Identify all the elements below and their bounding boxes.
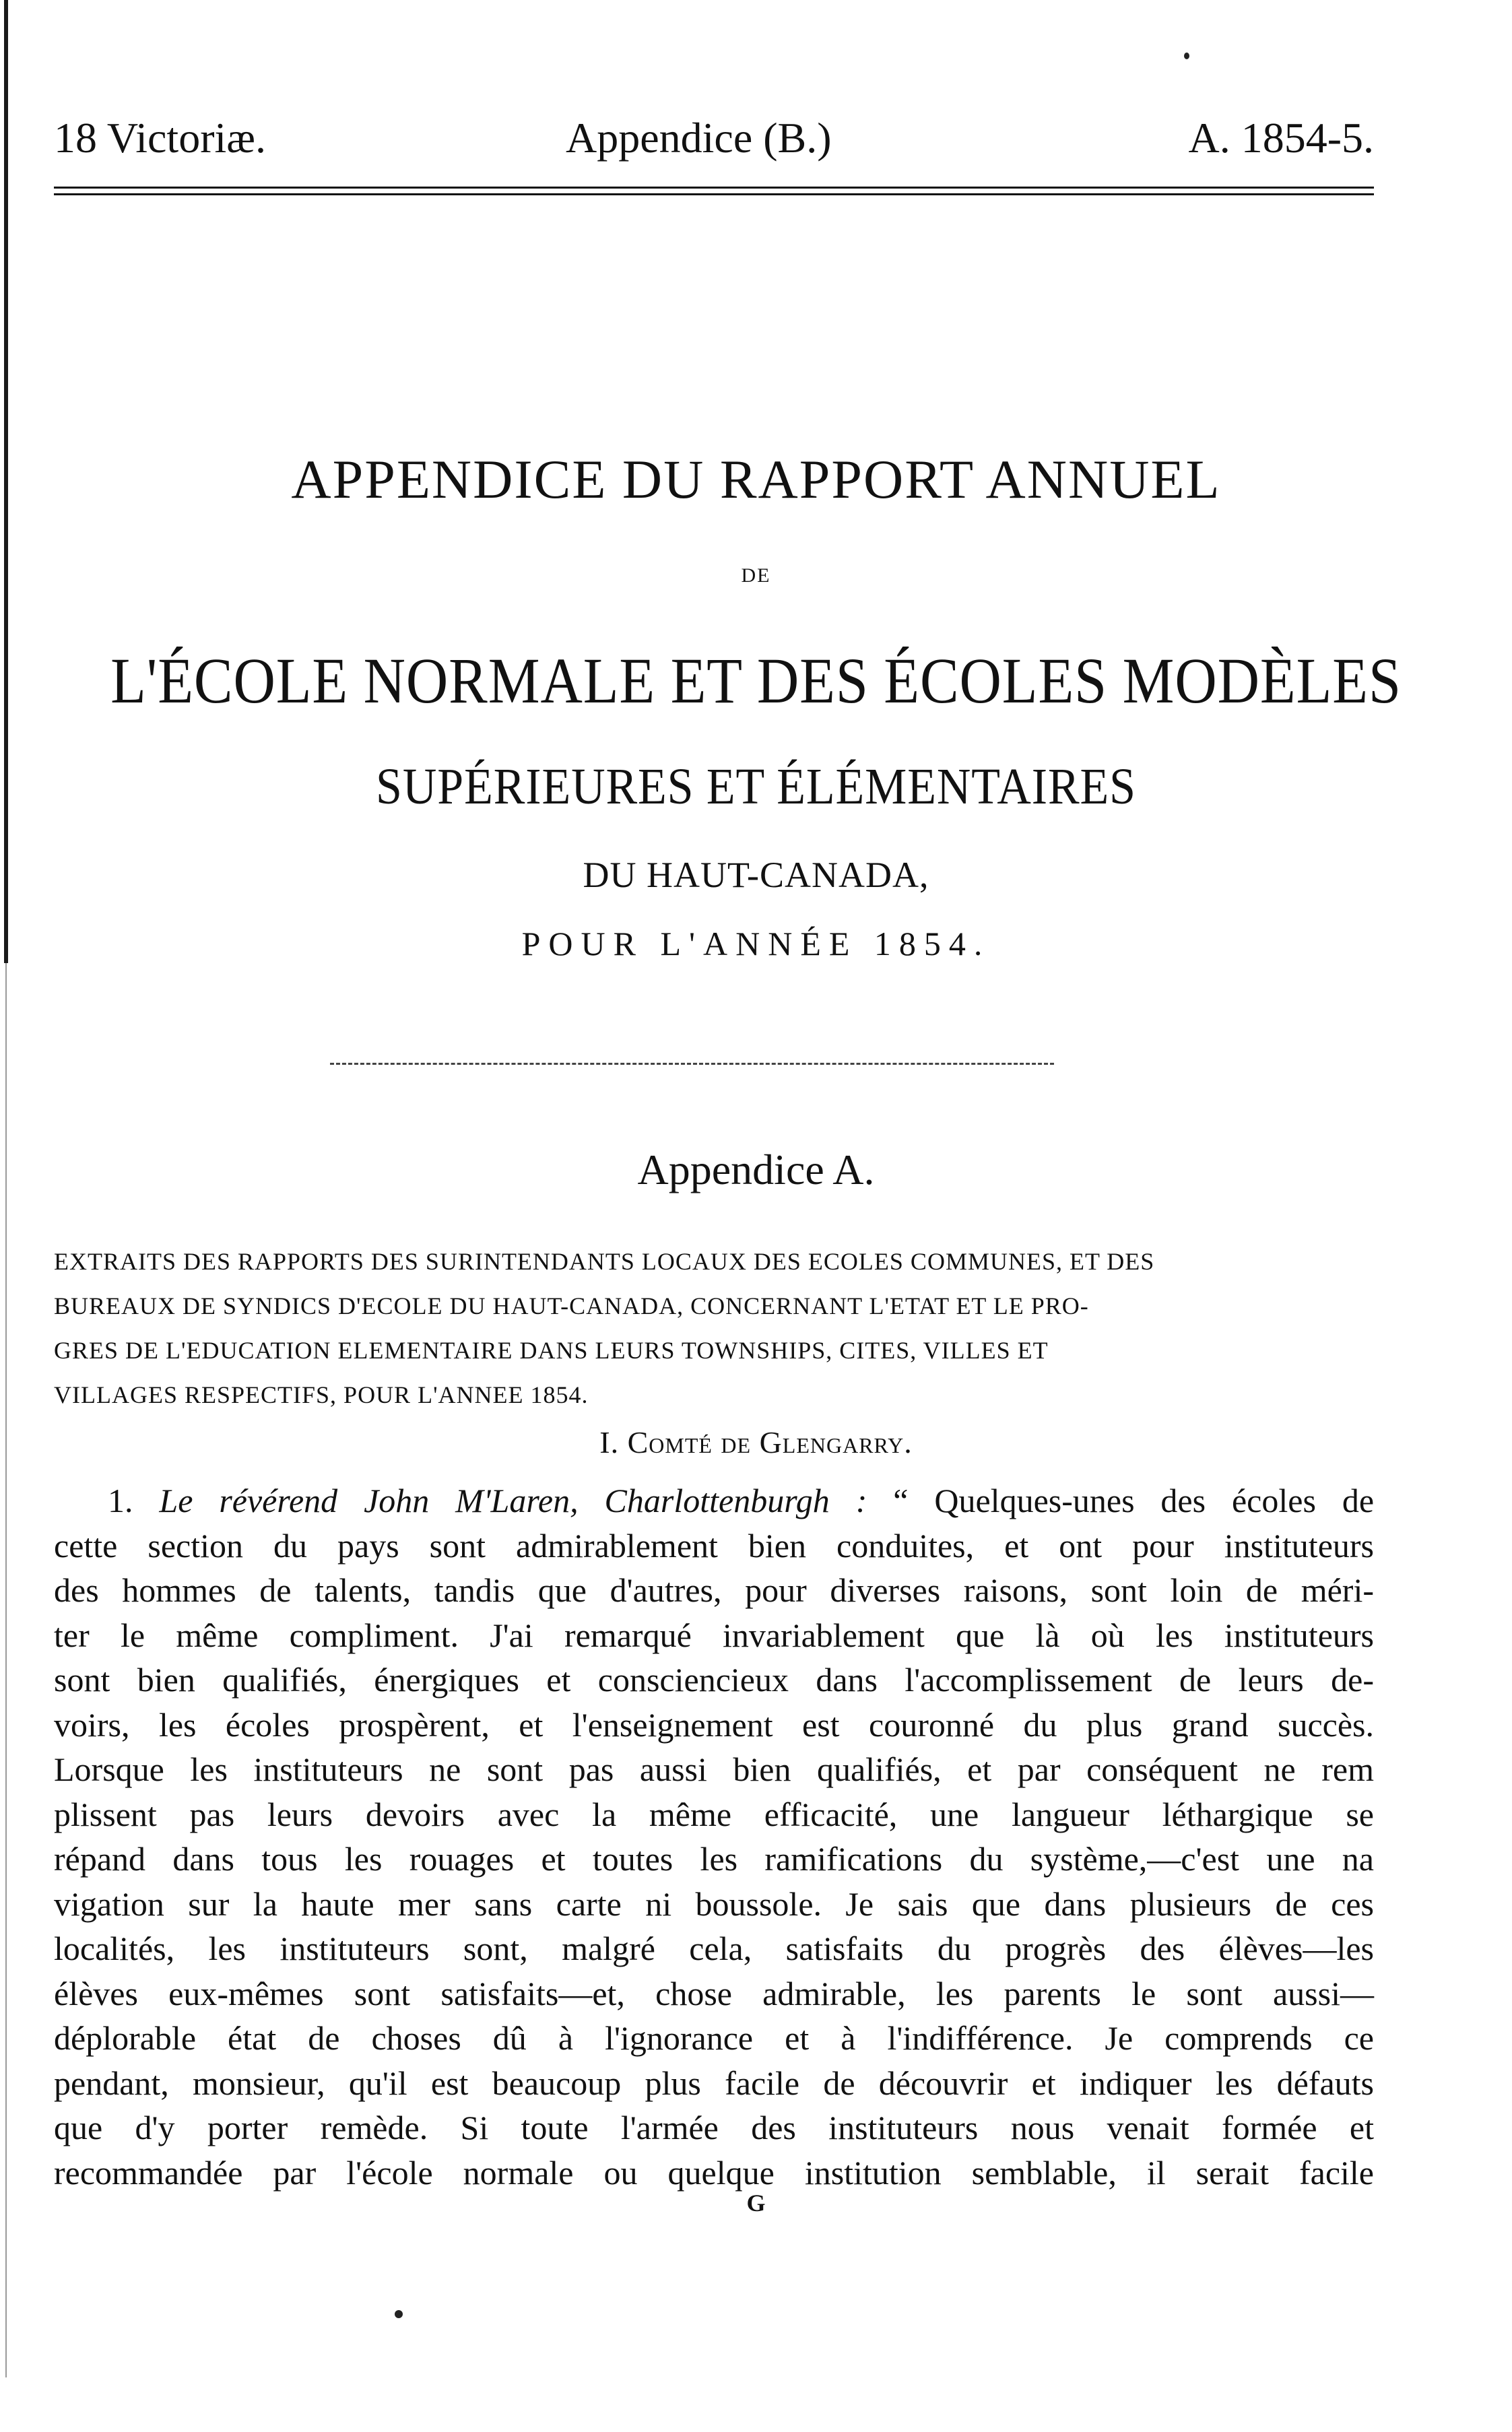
paragraph-line: cette section du pays sont admirablement bien conduites, et ont pour instituteurs [54,1526,1374,1565]
paragraph-line: que d'y porter remède. Si toute l'armée des instituteurs nous venait formée et [54,2109,1374,2146]
paragraph-line: recommandée par l'école normale ou quelque institution semblable, il serait facile [54,2153,1374,2192]
paragraph-line: Lorsque les instituteurs ne sont pas aussi bien qualifiés, et par conséquent ne rem [54,1750,1374,1788]
paragraph-line: des hommes de talents, tandis que d'autres, pour diverses raisons, sont loin de méri- [54,1571,1374,1609]
title-line-1: APPENDICE DU RAPPORT ANNUEL [291,449,1221,510]
title-divider [330,1063,1054,1065]
paragraph-line: élèves eux-mêmes sont satisfaits—et, chose admirable, les parents le sont aussi— [54,1974,1374,2012]
title-line-6: POUR L'ANNÉE 1854. [521,925,991,962]
appendix-heading: Appendice A. [637,1146,875,1193]
extract-line: VILLAGES RESPECTIFS, POUR L'ANNEE 1854. [54,1381,589,1408]
paragraph-line: sont bien qualifiés, énergiques et consciencieux dans l'accomplissement de leurs de- [54,1661,1374,1699]
title-line-5: DU HAUT-CANADA, [583,855,929,895]
section-heading: I. Comté de Glengarry. [599,1425,913,1459]
extract-line: EXTRAITS DES RAPPORTS DES SURINTENDANTS LOCAUX DES ECOLES COMMUNES, ET DES [54,1248,1155,1275]
running-head-session: 18 Victoriæ. [54,114,266,162]
title-line-4: SUPÉRIEURES ET ÉLÉMENTAIRES [376,758,1136,815]
paragraph-line: déplorable état de choses dû à l'ignorance et à l'indifférence. Je comprends ce [54,2019,1374,2057]
paragraph-line: plissent pas leurs devoirs avec la même efficacité, une langueur léthargique se [54,1795,1374,1833]
ink-speck [395,2310,403,2318]
header-rule-top [54,187,1374,189]
speaker-attribution: Le révérend John M'Laren, Charlottenburgh : [159,1482,867,1519]
paragraph-number: 1. [108,1482,133,1519]
running-head-sessional-number: A. 1854-5. [1188,114,1374,162]
title-line-2: DE [741,564,771,587]
body-paragraph [54,1478,1374,2195]
signature-mark: G [746,2190,766,2216]
paragraph-line: ter le même compliment. J'ai remarqué invariablement que là où les instituteurs [54,1616,1374,1654]
running-head [54,101,1374,175]
quote-start: “ Quelques-unes des écoles de [893,1482,1375,1519]
paragraph-first-line [54,1478,1374,1523]
paragraph-line: pendant, monsieur, qu'il est beaucoup plus facile de découvrir et indiquer les défauts [54,2064,1374,2102]
paragraph-line: localités, les instituteurs sont, malgré cela, satisfaits du progrès des élèves—les [54,1930,1374,1967]
extract-line: BUREAUX DE SYNDICS D'ECOLE DU HAUT-CANADA, CONCERNANT L'ETAT ET LE PRO- [54,1292,1089,1319]
title-line-3: L'ÉCOLE NORMALE ET DES ÉCOLES MODÈLES [110,645,1402,717]
paragraph-line: vigation sur la haute mer sans carte ni boussole. Je sais que dans plusieurs de ces [54,1884,1374,1923]
ink-speck [1184,53,1189,59]
running-head-appendix: Appendice (B.) [566,114,832,162]
extract-description [54,1239,1374,1417]
paragraph-line: répand dans tous les rouages et toutes les ramifications du système,—c'est une na [54,1840,1374,1878]
header-rule-bottom [54,193,1374,195]
extract-line: GRES DE L'EDUCATION ELEMENTAIRE DANS LEURS TOWNSHIPS, CITES, VILLES ET [54,1337,1049,1364]
paragraph-line: voirs, les écoles prospèrent, et l'enseignement est couronné du plus grand succès. [54,1705,1374,1744]
